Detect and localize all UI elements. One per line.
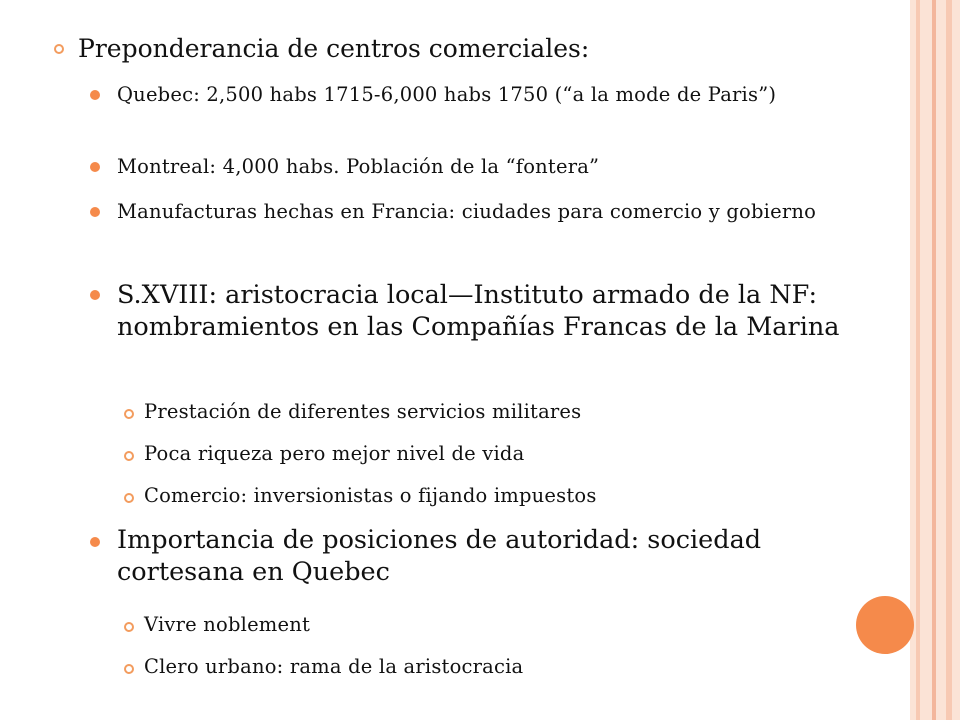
bullet-dot-icon [90,162,100,172]
bullet-ring-icon [54,44,64,54]
bullet-dot-icon [90,290,100,300]
bullet-ring-icon [124,409,134,419]
bullet-text-level2: Quebec: 2,500 habs 1715-6,000 habs 1750 (“a la mode de Paris”) [117,83,777,106]
bullet-text-level2: Importancia de posiciones de autoridad: sociedad cortesana en Quebec [117,525,762,587]
bullet-text-level3: Comercio: inversionistas o fijando impuestos [144,484,597,507]
bullet-text-level3: Poca riqueza pero mejor nivel de vida [144,442,525,465]
bullet-text-level3: Clero urbano: rama de la aristocracia [144,655,524,678]
bullet-ring-icon [124,664,134,674]
bullet-text-level2: Montreal: 4,000 habs. Población de la “fontera” [117,155,600,178]
bullet-ring-icon [124,622,134,632]
bullet-dot-icon [90,207,100,217]
stripe-5 [936,0,946,720]
bullet-ring-icon [124,493,134,503]
bullet-dot-icon [90,537,100,547]
bullet-text-level1: Preponderancia de centros comerciales: [78,34,590,63]
bullet-text-level3: Vivre noblement [144,613,311,636]
bullet-dot-icon [90,90,100,100]
bullet-ring-icon [124,451,134,461]
bullet-text-level3: Prestación de diferentes servicios militares [144,400,582,423]
bullet-text-level2: S.XVIII: aristocracia local—Instituto armado de la NF: nombramientos en las Compañías Francas de la Marina [117,280,840,342]
stripe-7 [952,0,960,720]
stripe-3 [920,0,932,720]
bullet-text-level2: Manufacturas hechas en Francia: ciudades para comercio y gobierno [117,200,817,223]
